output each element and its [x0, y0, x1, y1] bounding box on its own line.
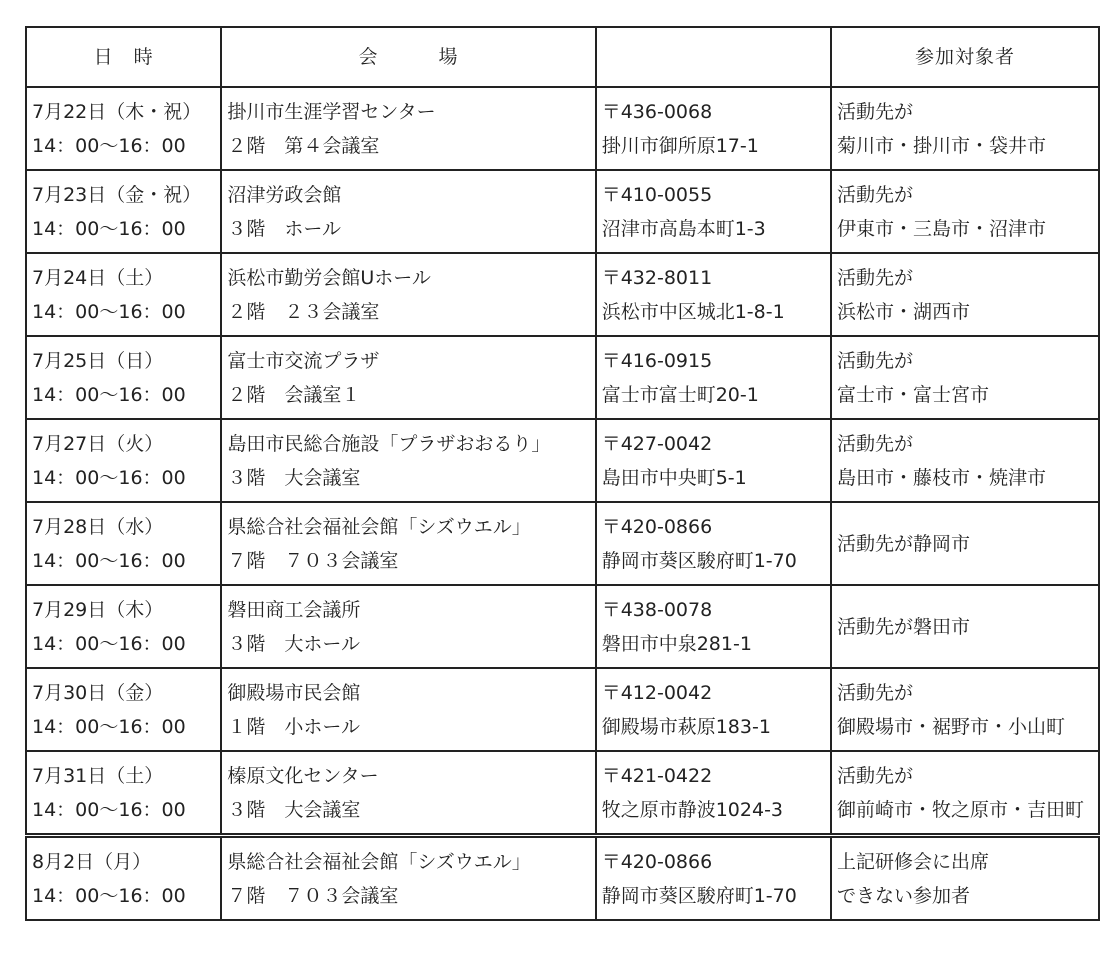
target-cell	[831, 87, 1099, 170]
header-address	[596, 27, 831, 87]
target-text-2: 菊川市・掛川市・袋井市	[836, 134, 1046, 157]
date-text: 7月22日（木・祝）	[32, 100, 202, 123]
room-text: ３階 大ホール	[227, 632, 360, 655]
address-text: 静岡市葵区駿府町1-70	[601, 884, 797, 907]
postal-text: 〒412-0042	[601, 681, 713, 704]
postal-text: 〒438-0078	[601, 598, 713, 621]
table-row	[26, 836, 1099, 921]
venue-cell	[221, 336, 595, 419]
target-text-1: 活動先が	[836, 100, 913, 123]
table-row	[26, 419, 1099, 502]
time-text: 14：00～16：00	[32, 383, 186, 406]
postal-text: 〒420-0866	[601, 850, 713, 873]
address-text: 掛川市御所原17-1	[601, 134, 759, 157]
room-text: １階 小ホール	[227, 715, 360, 738]
date-text: 7月28日（水）	[32, 515, 164, 538]
time-text: 14：00～16：00	[32, 300, 186, 323]
venue-cell	[221, 668, 595, 751]
venue-cell	[221, 87, 595, 170]
postal-text: 〒420-0866	[601, 515, 713, 538]
address-text: 島田市中央町5-1	[601, 466, 747, 489]
address-text: 牧之原市静波1024-3	[601, 798, 784, 821]
target-cell	[831, 751, 1099, 836]
address-cell	[596, 87, 831, 170]
postal-text: 〒421-0422	[601, 764, 713, 787]
time-text: 14：00～16：00	[32, 466, 186, 489]
target-text-2: 浜松市・湖西市	[836, 300, 970, 323]
target-text-2: できない参加者	[836, 884, 970, 907]
target-text-2: 御殿場市・裾野市・小山町	[836, 715, 1065, 738]
address-cell	[596, 170, 831, 253]
venue-cell	[221, 836, 595, 921]
address-cell	[596, 502, 831, 585]
target-text-1: 活動先が	[836, 266, 913, 289]
target-cell	[831, 836, 1099, 921]
target-text-1: 活動先が	[836, 681, 913, 704]
venue-text: 県総合社会福祉会館「シズウエル」	[227, 850, 531, 873]
room-text: ２階 会議室１	[227, 383, 361, 406]
postal-text: 〒427-0042	[601, 432, 713, 455]
time-text: 14：00～16：00	[32, 798, 186, 821]
address-text: 磐田市中泉281-1	[601, 632, 752, 655]
date-cell	[26, 87, 221, 170]
address-text: 沼津市高島本町1-3	[601, 217, 766, 240]
address-cell	[596, 336, 831, 419]
date-cell	[26, 170, 221, 253]
table-row	[26, 87, 1099, 170]
venue-cell	[221, 751, 595, 836]
postal-text: 〒410-0055	[601, 183, 713, 206]
target-text-1: 活動先が磐田市	[836, 615, 970, 638]
target-text-1: 活動先が	[836, 764, 913, 787]
time-text: 14：00～16：00	[32, 134, 186, 157]
target-cell	[831, 170, 1099, 253]
address-text: 浜松市中区城北1-8-1	[601, 300, 785, 323]
date-text: 7月31日（土）	[32, 764, 164, 787]
address-text: 富士市富士町20-1	[601, 383, 759, 406]
venue-text: 掛川市生涯学習センター	[227, 100, 436, 123]
venue-text: 富士市交流プラザ	[227, 349, 380, 372]
target-cell	[831, 502, 1099, 585]
table-row	[26, 668, 1099, 751]
venue-text: 御殿場市民会館	[227, 681, 361, 704]
room-text: ２階 第４会議室	[227, 134, 380, 157]
date-cell	[26, 419, 221, 502]
time-text: 14：00～16：00	[32, 217, 186, 240]
address-cell	[596, 836, 831, 921]
target-cell	[831, 668, 1099, 751]
room-text: ７階 ７０３会議室	[227, 549, 399, 572]
schedule-table	[25, 26, 1100, 921]
time-text: 14：00～16：00	[32, 549, 186, 572]
date-cell	[26, 253, 221, 336]
venue-cell	[221, 585, 595, 668]
postal-text: 〒432-8011	[601, 266, 713, 289]
target-cell	[831, 253, 1099, 336]
target-text-1: 活動先が静岡市	[836, 532, 970, 555]
target-text-2: 御前崎市・牧之原市・吉田町	[836, 798, 1084, 821]
date-text: 7月29日（木）	[32, 598, 164, 621]
date-cell	[26, 668, 221, 751]
room-text: ２階 ２３会議室	[227, 300, 380, 323]
target-text-2: 富士市・富士宮市	[836, 383, 989, 406]
target-text-1: 活動先が	[836, 349, 913, 372]
address-text: 御殿場市萩原183-1	[601, 715, 771, 738]
room-text: ７階 ７０３会議室	[227, 884, 399, 907]
address-text: 静岡市葵区駿府町1-70	[601, 549, 797, 572]
time-text: 14：00～16：00	[32, 715, 186, 738]
date-cell	[26, 336, 221, 419]
date-cell	[26, 751, 221, 836]
table-row	[26, 585, 1099, 668]
header-venue: 会 場	[221, 27, 595, 87]
room-text: ３階 大会議室	[227, 466, 361, 489]
time-text: 14：00～16：00	[32, 632, 186, 655]
address-cell	[596, 419, 831, 502]
address-cell	[596, 668, 831, 751]
target-cell	[831, 419, 1099, 502]
date-text: 7月24日（土）	[32, 266, 164, 289]
target-cell	[831, 336, 1099, 419]
header-target: 参加対象者	[831, 27, 1099, 87]
address-cell	[596, 751, 831, 836]
date-text: 7月23日（金・祝）	[32, 183, 202, 206]
table-row	[26, 336, 1099, 419]
venue-cell	[221, 502, 595, 585]
target-text-1: 上記研修会に出席	[836, 850, 989, 873]
venue-text: 浜松市勤労会館Uホール	[227, 266, 431, 289]
date-cell	[26, 585, 221, 668]
postal-text: 〒436-0068	[601, 100, 713, 123]
date-cell	[26, 836, 221, 921]
date-text: 7月25日（日）	[32, 349, 164, 372]
date-text: 8月2日（月）	[32, 850, 152, 873]
venue-cell	[221, 419, 595, 502]
header-date: 日 時	[26, 27, 221, 87]
venue-text: 県総合社会福祉会館「シズウエル」	[227, 515, 531, 538]
venue-text: 榛原文化センター	[227, 764, 379, 787]
venue-text: 島田市民総合施設「プラザおおるり」	[227, 432, 551, 455]
date-text: 7月30日（金）	[32, 681, 164, 704]
postal-text: 〒416-0915	[601, 349, 713, 372]
target-text-1: 活動先が	[836, 183, 913, 206]
header-row	[26, 27, 1099, 87]
table-row	[26, 253, 1099, 336]
venue-cell	[221, 170, 595, 253]
date-text: 7月27日（火）	[32, 432, 164, 455]
target-text-1: 活動先が	[836, 432, 913, 455]
room-text: ３階 大会議室	[227, 798, 361, 821]
room-text: ３階 ホール	[227, 217, 341, 240]
venue-text: 磐田商工会議所	[227, 598, 361, 621]
target-text-2: 島田市・藤枝市・焼津市	[836, 466, 1046, 489]
venue-cell	[221, 253, 595, 336]
table-row	[26, 751, 1099, 836]
table-row	[26, 170, 1099, 253]
target-text-2: 伊東市・三島市・沼津市	[836, 217, 1046, 240]
table-row	[26, 502, 1099, 585]
date-cell	[26, 502, 221, 585]
address-cell	[596, 253, 831, 336]
target-cell	[831, 585, 1099, 668]
venue-text: 沼津労政会館	[227, 183, 342, 206]
time-text: 14：00～16：00	[32, 884, 186, 907]
address-cell	[596, 585, 831, 668]
